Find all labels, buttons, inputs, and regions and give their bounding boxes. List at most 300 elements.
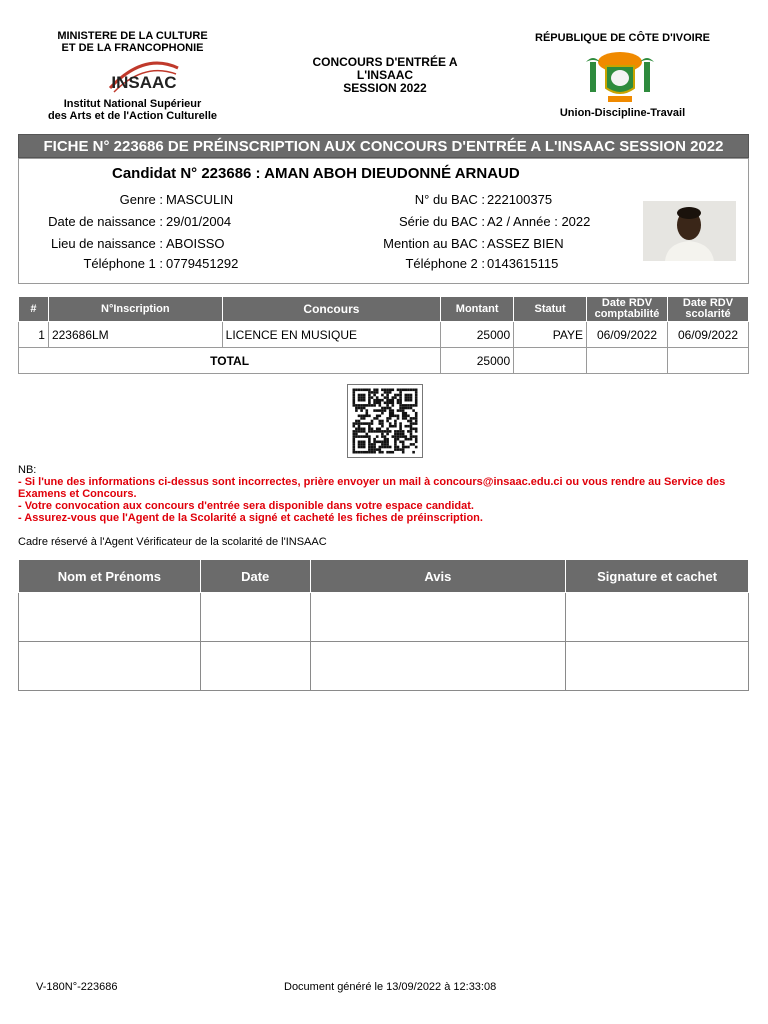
qr-module <box>381 435 384 438</box>
qr-module <box>376 441 379 444</box>
qr-module <box>358 441 361 444</box>
candidate-title: Candidat N° 223686 : AMAN ABOH DIEUDONNÉ ARNAUD <box>112 165 520 182</box>
qr-module <box>399 389 402 392</box>
qr-module <box>412 409 415 412</box>
qr-module <box>373 448 376 451</box>
qr-module <box>363 430 366 433</box>
qr-module <box>368 438 371 441</box>
qr-module <box>379 402 382 405</box>
qr-module <box>405 399 408 402</box>
qr-module <box>360 389 363 392</box>
bac-serie-value: A2 / Année : 2022 <box>487 214 591 229</box>
qr-module <box>392 404 395 407</box>
qr-module <box>371 422 374 425</box>
qr-module <box>399 435 402 438</box>
total-row <box>19 348 749 374</box>
bac-serie-label: Série du BAC : <box>399 214 485 229</box>
qr-module <box>410 417 413 420</box>
qr-module <box>399 425 402 428</box>
qr-module <box>353 396 356 399</box>
qr-module <box>379 415 382 418</box>
qr-module <box>386 402 389 405</box>
qr-module <box>371 404 374 407</box>
table-row <box>19 322 749 348</box>
qr-module <box>373 399 376 402</box>
qr-module <box>415 415 418 418</box>
qr-module <box>376 402 379 405</box>
qr-module <box>366 422 369 425</box>
qr-module <box>410 389 413 392</box>
col-rdv-scol <box>667 297 748 322</box>
qr-module <box>392 402 395 405</box>
qr-module <box>358 425 361 428</box>
qr-module <box>358 407 361 410</box>
candidate-photo <box>643 201 736 261</box>
qr-module <box>360 446 363 449</box>
cell-concours: LICENCE EN MUSIQUE <box>222 322 441 348</box>
qr-module <box>358 396 361 399</box>
qr-module <box>368 404 371 407</box>
qr-module <box>386 428 389 431</box>
qr-module <box>371 420 374 423</box>
qr-module <box>353 399 356 402</box>
qr-module <box>402 430 405 433</box>
qr-module <box>386 417 389 420</box>
qr-module <box>358 428 361 431</box>
qr-module <box>402 389 405 392</box>
insaac-logo <box>104 58 184 96</box>
qr-module <box>386 394 389 397</box>
qr-module <box>389 425 392 428</box>
qr-module <box>358 404 361 407</box>
verif-header-row <box>19 560 749 593</box>
qr-module <box>381 446 384 449</box>
qr-module <box>360 428 363 431</box>
qr-module <box>410 425 413 428</box>
concours-table <box>18 296 749 374</box>
mention-label: Mention au BAC : <box>383 236 485 251</box>
qr-module <box>379 430 382 433</box>
qr-module <box>405 407 408 410</box>
qr-module <box>399 430 402 433</box>
qr-module <box>353 389 356 392</box>
qr-module <box>389 451 392 454</box>
qr-module <box>402 446 405 449</box>
qr-module <box>353 391 356 394</box>
qr-module <box>384 443 387 446</box>
qr-module <box>376 391 379 394</box>
ministry-line2: ET DE LA FRANCOPHONIE <box>61 42 204 54</box>
qr-module <box>371 446 374 449</box>
qr-module <box>360 407 363 410</box>
qr-module <box>379 404 382 407</box>
qr-module <box>394 438 397 441</box>
qr-module <box>363 394 366 397</box>
qr-module <box>376 415 379 418</box>
ministry-line1: MINISTERE DE LA CULTURE <box>57 30 208 42</box>
qr-module <box>410 433 413 436</box>
qr-module <box>384 438 387 441</box>
qr-module <box>384 435 387 438</box>
qr-module <box>386 446 389 449</box>
pob-value: ABOISSO <box>166 236 225 251</box>
qr-module <box>360 399 363 402</box>
qr-module <box>399 404 402 407</box>
dob-label: Date de naissance : <box>48 214 163 229</box>
qr-module <box>381 394 384 397</box>
qr-module <box>399 441 402 444</box>
qr-module <box>392 389 395 392</box>
qr-module <box>397 399 400 402</box>
qr-module <box>405 438 408 441</box>
qr-module <box>397 438 400 441</box>
qr-module <box>384 407 387 410</box>
qr-module <box>360 430 363 433</box>
qr-module <box>397 433 400 436</box>
col-rdv-compta <box>587 297 668 322</box>
tel1-label: Téléphone 1 : <box>83 256 163 271</box>
qr-module <box>410 396 413 399</box>
qr-module <box>410 430 413 433</box>
qr-module <box>415 422 418 425</box>
qr-module <box>355 430 358 433</box>
concours-line1: CONCOURS D'ENTRÉE A <box>312 55 458 69</box>
qr-module <box>402 412 405 415</box>
qr-module <box>397 409 400 412</box>
qr-module <box>410 435 413 438</box>
qr-module <box>358 446 361 449</box>
qr-module <box>384 402 387 405</box>
cell-statut: PAYE <box>514 322 587 348</box>
col-avis: Avis <box>310 560 566 593</box>
qr-module <box>405 404 408 407</box>
qr-module <box>397 402 400 405</box>
qr-module <box>386 443 389 446</box>
qr-module <box>363 446 366 449</box>
table-header-row <box>19 297 749 322</box>
qr-module <box>373 446 376 449</box>
qr-module <box>402 451 405 454</box>
qr-module <box>376 396 379 399</box>
qr-module <box>358 420 361 423</box>
qr-module <box>407 438 410 441</box>
qr-module <box>366 451 369 454</box>
qr-module <box>415 404 418 407</box>
qr-module <box>397 430 400 433</box>
qr-module <box>410 428 413 431</box>
qr-module <box>410 422 413 425</box>
qr-module <box>360 417 363 420</box>
qr-module <box>363 417 366 420</box>
col-rdv-scol-line1: Date RDV <box>682 297 734 309</box>
col-rdv-scol-line2: scolarité <box>685 308 731 320</box>
qr-module <box>381 441 384 444</box>
qr-module <box>353 430 356 433</box>
qr-module <box>360 435 363 438</box>
bac-no-value: 222100375 <box>487 192 553 207</box>
qr-module <box>355 451 358 454</box>
genre-label: Genre : <box>119 192 163 207</box>
qr-module <box>368 389 371 392</box>
qr-module <box>360 404 363 407</box>
qr-module <box>386 441 389 444</box>
qr-module <box>412 443 415 446</box>
qr-module <box>379 451 382 454</box>
qr-module <box>389 446 392 449</box>
qr-module <box>373 394 376 397</box>
qr-module <box>373 430 376 433</box>
qr-module <box>389 430 392 433</box>
qr-module <box>412 404 415 407</box>
qr-module <box>386 391 389 394</box>
col-num: # <box>19 297 49 322</box>
qr-module <box>360 409 363 412</box>
qr-module <box>381 422 384 425</box>
qr-module <box>353 443 356 446</box>
qr-module <box>381 420 384 423</box>
qr-module <box>399 433 402 436</box>
qr-module <box>384 446 387 449</box>
qr-module <box>386 433 389 436</box>
qr-module <box>394 415 397 418</box>
qr-module <box>373 389 376 392</box>
qr-module <box>353 438 356 441</box>
qr-module <box>397 435 400 438</box>
coat-of-arms-emblem <box>582 48 658 106</box>
qr-module <box>368 430 371 433</box>
qr-module <box>394 441 397 444</box>
qr-module <box>410 404 413 407</box>
qr-module <box>379 409 382 412</box>
qr-module <box>410 394 413 397</box>
qr-module <box>379 441 382 444</box>
qr-module <box>379 422 382 425</box>
total-empty-cell <box>587 348 668 374</box>
qr-module <box>407 425 410 428</box>
qr-module <box>353 451 356 454</box>
col-montant: Montant <box>441 297 514 322</box>
qr-module <box>389 417 392 420</box>
qr-module <box>379 448 382 451</box>
verif-row <box>19 642 749 691</box>
qr-module <box>392 415 395 418</box>
qr-module <box>394 425 397 428</box>
qr-module <box>363 396 366 399</box>
qr-module <box>360 394 363 397</box>
nb-section <box>18 464 758 524</box>
qr-module <box>373 402 376 405</box>
verif-cell <box>19 642 201 691</box>
qr-module <box>412 389 415 392</box>
qr-module <box>376 428 379 431</box>
pob-label: Lieu de naissance : <box>50 236 163 251</box>
qr-module <box>355 420 358 423</box>
qr-module <box>366 409 369 412</box>
verif-cell <box>566 593 749 642</box>
qr-module <box>358 399 361 402</box>
qr-module <box>360 451 363 454</box>
qr-module <box>371 391 374 394</box>
qr-module <box>410 407 413 410</box>
qr-module <box>412 435 415 438</box>
qr-module <box>376 448 379 451</box>
qr-module <box>353 448 356 451</box>
qr-module <box>353 435 356 438</box>
footer-ref: V-180N°-223686 <box>36 981 118 993</box>
col-nom-prenoms: Nom et Prénoms <box>19 560 201 593</box>
qr-module <box>386 396 389 399</box>
col-signature: Signature et cachet <box>566 560 749 593</box>
qr-module <box>384 409 387 412</box>
qr-module <box>386 399 389 402</box>
qr-module <box>415 396 418 399</box>
cell-rdv-compta: 06/09/2022 <box>587 322 668 348</box>
qr-module <box>415 438 418 441</box>
qr-module <box>394 435 397 438</box>
qr-module <box>415 446 418 449</box>
tel2-label: Téléphone 2 : <box>405 256 485 271</box>
qr-module <box>399 448 402 451</box>
qr-module <box>381 425 384 428</box>
qr-module <box>368 441 371 444</box>
qr-module <box>355 404 358 407</box>
qr-module <box>410 420 413 423</box>
qr-module <box>358 394 361 397</box>
qr-module <box>366 415 369 418</box>
qr-module <box>399 402 402 405</box>
qr-module <box>360 396 363 399</box>
qr-module <box>368 422 371 425</box>
qr-module <box>381 430 384 433</box>
qr-module <box>397 394 400 397</box>
qr-module <box>373 443 376 446</box>
verif-cell <box>566 642 749 691</box>
qr-module <box>397 446 400 449</box>
logo-text: INSAAC <box>111 73 177 92</box>
qr-module <box>366 412 369 415</box>
qr-module <box>371 430 374 433</box>
concours-line3: SESSION 2022 <box>343 81 427 95</box>
qr-module <box>410 399 413 402</box>
qr-module <box>363 415 366 418</box>
qr-module <box>407 389 410 392</box>
verif-cell <box>310 593 566 642</box>
qr-module <box>366 404 369 407</box>
concours-line2: L'INSAAC <box>356 68 414 82</box>
qr-module <box>412 428 415 431</box>
qr-module <box>384 389 387 392</box>
institute-line2: des Arts et de l'Action Culturelle <box>47 110 218 122</box>
qr-module <box>371 396 374 399</box>
qr-module <box>394 448 397 451</box>
qr-module <box>386 451 389 454</box>
qr-module <box>399 407 402 410</box>
qr-module <box>389 402 392 405</box>
qr-module <box>415 389 418 392</box>
qr-module <box>405 446 408 449</box>
qr-module <box>358 430 361 433</box>
qr-module <box>402 448 405 451</box>
nb-line2: - Votre convocation aux concours d'entrée sera disponible dans votre espace candidat. <box>18 500 474 512</box>
qr-module <box>363 451 366 454</box>
qr-module <box>397 448 400 451</box>
qr-module <box>363 435 366 438</box>
concours-title <box>280 56 490 95</box>
cadre-note: Cadre réservé à l'Agent Vérificateur de la scolarité de l'INSAAC <box>18 536 327 548</box>
qr-module <box>399 422 402 425</box>
col-date: Date <box>200 560 310 593</box>
qr-module <box>373 451 376 454</box>
qr-module <box>407 396 410 399</box>
qr-module <box>381 399 384 402</box>
qr-module <box>363 441 366 444</box>
qr-module <box>376 417 379 420</box>
qr-module <box>412 422 415 425</box>
qr-module <box>402 409 405 412</box>
qr-module <box>389 409 392 412</box>
nb-line1: - Si l'une des informations ci-dessus sont incorrectes, prière envoyer un mail à concours@insaac.edu.ci ou vous rendre au Service des Examens et Concours. <box>18 476 726 500</box>
qr-module <box>397 417 400 420</box>
qr-module <box>384 391 387 394</box>
qr-module <box>355 422 358 425</box>
qr-module <box>392 435 395 438</box>
qr-module <box>373 404 376 407</box>
qr-module <box>368 448 371 451</box>
qr-module <box>353 402 356 405</box>
qr-module <box>402 404 405 407</box>
qr-module <box>379 420 382 423</box>
qr-module <box>363 389 366 392</box>
qr-module <box>358 451 361 454</box>
qr-module <box>386 407 389 410</box>
qr-module <box>376 409 379 412</box>
qr-module <box>392 451 395 454</box>
qr-module <box>389 407 392 410</box>
col-inscription: N°Inscription <box>48 297 222 322</box>
qr-module <box>358 435 361 438</box>
qr-module <box>379 399 382 402</box>
verif-row <box>19 593 749 642</box>
verif-cell <box>310 642 566 691</box>
qr-module <box>381 451 384 454</box>
qr-module <box>360 422 363 425</box>
qr-module <box>389 412 392 415</box>
qr-module <box>384 430 387 433</box>
qr-module <box>381 412 384 415</box>
qr-module <box>353 433 356 436</box>
qr-module <box>386 404 389 407</box>
qr-module <box>360 415 363 418</box>
qr-module <box>415 420 418 423</box>
qr-module <box>371 443 374 446</box>
qr-module <box>392 412 395 415</box>
qr-module <box>386 438 389 441</box>
qr-module <box>358 443 361 446</box>
qr-module <box>397 389 400 392</box>
qr-module <box>368 396 371 399</box>
qr-module <box>399 391 402 394</box>
cell-montant: 25000 <box>441 322 514 348</box>
qr-module <box>389 422 392 425</box>
tel1-value: 0779451292 <box>166 256 239 271</box>
qr-module <box>384 441 387 444</box>
qr-module <box>373 438 376 441</box>
qr-module <box>415 391 418 394</box>
qr-module <box>355 428 358 431</box>
qr-module <box>415 430 418 433</box>
qr-module <box>394 420 397 423</box>
qr-module <box>368 425 371 428</box>
